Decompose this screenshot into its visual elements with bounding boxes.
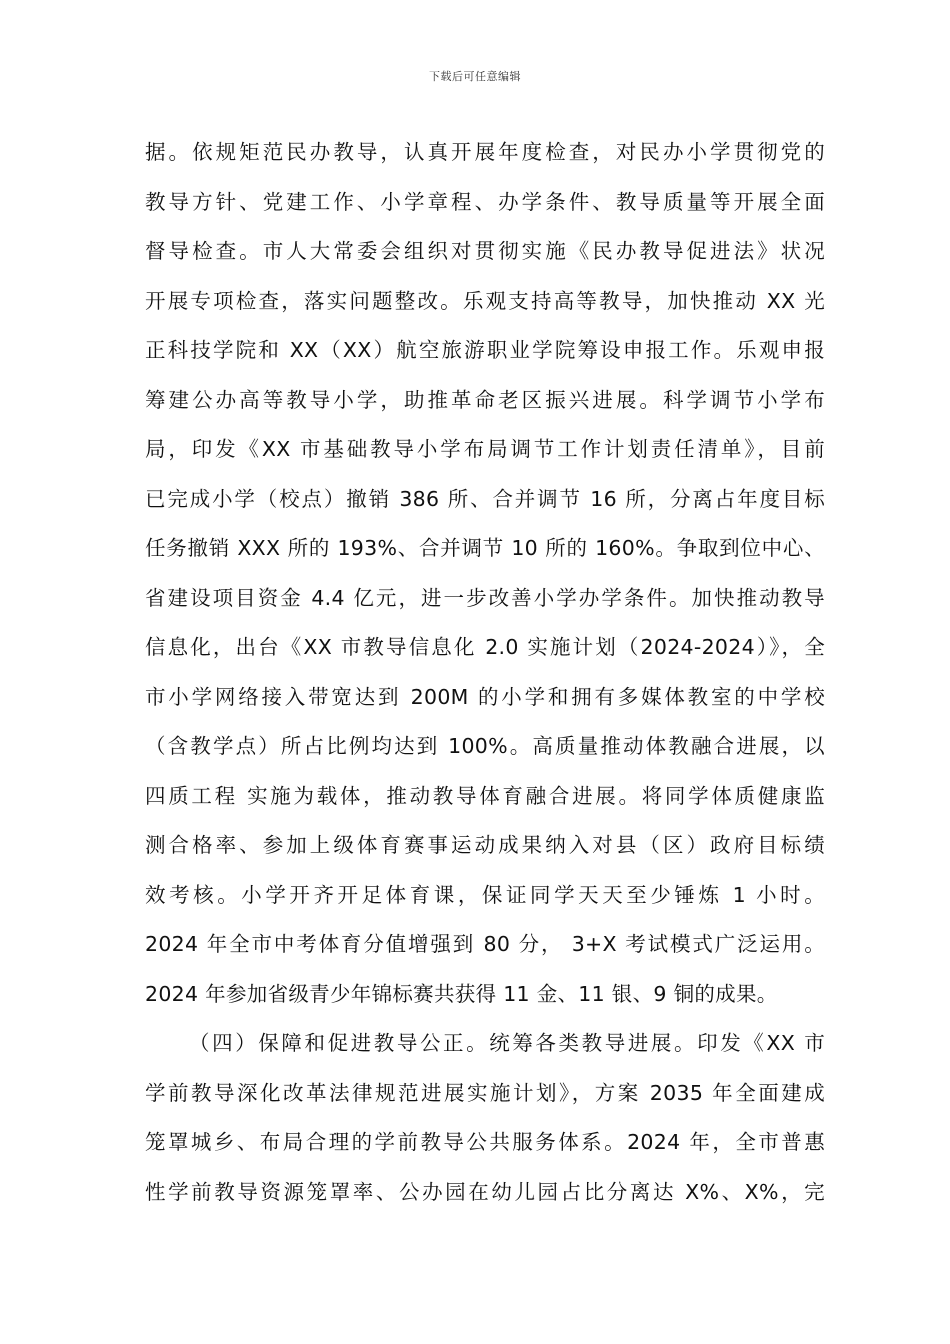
body-line: 局，印发《XX 市基础教导小学布局调节工作计划责任清单》，目前 bbox=[145, 437, 825, 461]
body-line: 效考核。小学开齐开足体育课，保证同学天天至少锤炼 1 小时。 bbox=[145, 882, 825, 907]
body-line: 已完成小学（校点）撤销 386 所、合并调节 16 所，分离占年度目标 bbox=[145, 486, 825, 511]
body-line: 督导检查。市人大常委会组织对贯彻实施《民办教导促进法》状况 bbox=[145, 239, 825, 263]
body-line: 2024 年全市中考体育分值增强到 80 分， 3+X 考试模式广泛运用。 bbox=[145, 932, 825, 956]
body-line: 性学前教导资源笼罩率、公办园在幼儿园占比分离达 X%、X%，完 bbox=[145, 1179, 825, 1204]
body-line: 笼罩城乡、布局合理的学前教导公共服务体系。2024 年，全市普惠 bbox=[145, 1130, 825, 1154]
paragraph-heading-line: （四）保障和促进教导公正。统筹各类教导进展。印发《XX 市 bbox=[189, 1031, 825, 1055]
page-header: 下载后可任意编辑 bbox=[429, 70, 521, 83]
document-body bbox=[145, 128, 825, 1217]
body-line: 筹建公办高等教导小学，助推革命老区振兴进展。科学调节小学布 bbox=[145, 387, 825, 412]
body-line: 省建设项目资金 4.4 亿元，进一步改善小学办学条件。加快推动教导 bbox=[145, 585, 825, 610]
body-line: 市小学网络接入带宽达到 200M 的小学和拥有多媒体教室的中学校 bbox=[145, 684, 825, 709]
body-line: 教导方针、党建工作、小学章程、办学条件、教导质量等开展全面 bbox=[145, 189, 825, 214]
body-line: 2024 年参加省级青少年锦标赛共获得 11 金、11 银、9 铜的成果。 bbox=[145, 981, 778, 1006]
body-line: 测合格率、参加上级体育赛事运动成果纳入对县（区）政府目标绩 bbox=[145, 833, 825, 857]
body-line: 据。依规矩范民办教导，认真开展年度检查，对民办小学贯彻党的 bbox=[145, 140, 825, 164]
body-line: 学前教导深化改革法律规范进展实施计划》，方案 2035 年全面建成 bbox=[145, 1080, 825, 1105]
body-line: 正科技学院和 XX（XX）航空旅游职业学院筹设申报工作。乐观申报 bbox=[145, 338, 825, 362]
body-line: 信息化，出台《XX 市教导信息化 2.0 实施计划（2024-2024）》，全 bbox=[145, 635, 825, 659]
body-line: 任务撤销 XXX 所的 193%、合并调节 10 所的 160%。争取到位中心、 bbox=[145, 536, 825, 560]
body-line: （含教学点）所占比例均达到 100%。高质量推动体教融合进展，以 bbox=[145, 734, 825, 758]
body-line: 四质工程 实施为载体，推动教导体育融合进展。将同学体质健康监 bbox=[145, 783, 825, 808]
body-line: 开展专项检查，落实问题整改。乐观支持高等教导，加快推动 XX 光 bbox=[145, 288, 825, 313]
